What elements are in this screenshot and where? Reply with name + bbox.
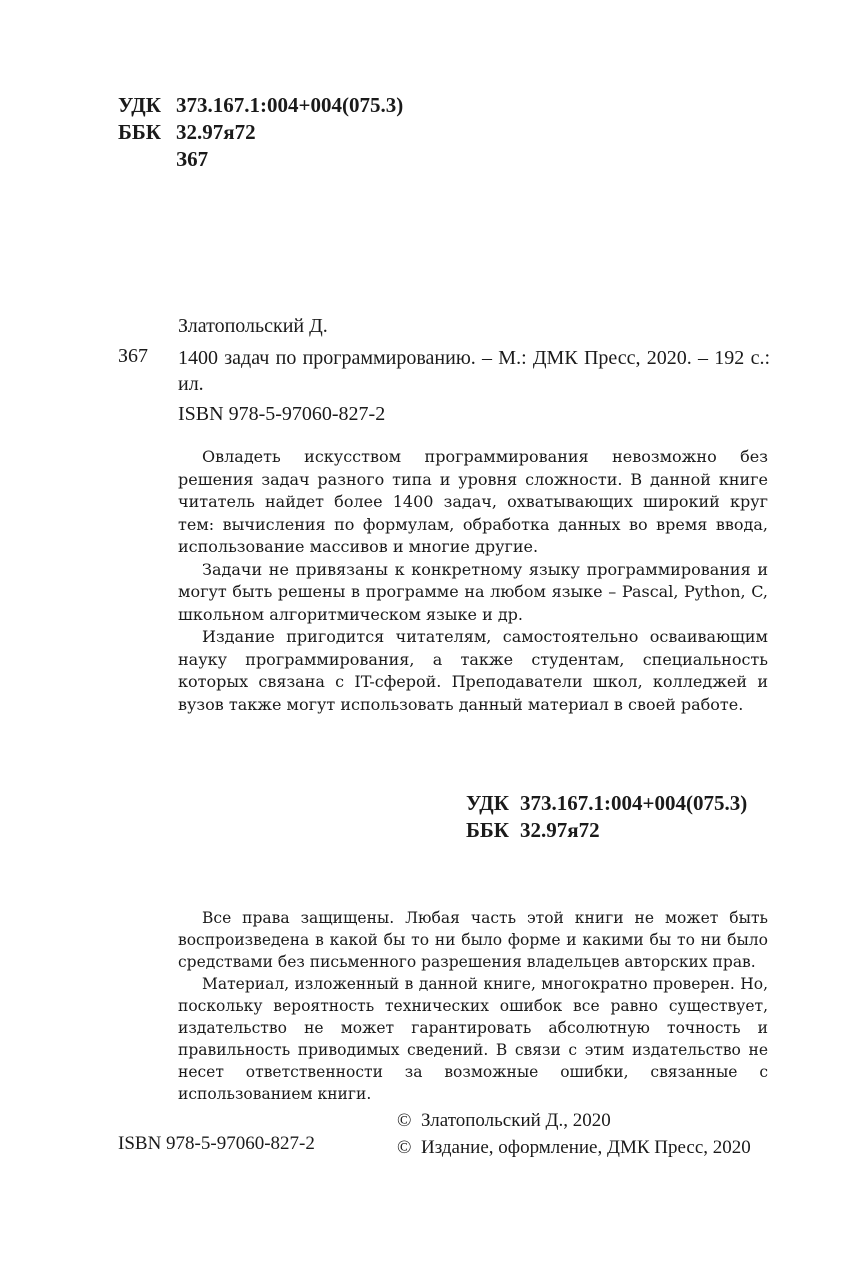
classification-block-top — [118, 92, 403, 173]
copyright-publisher: Издание, оформление, ДМК Пресс, 2020 — [421, 1137, 751, 1158]
annotation-paragraph: Задачи не привязаны к конкретному языку программирования и могут быть решены в программе на любом языке – Pascal, Python, C, школьном алгоритмическом языке и др. — [178, 559, 768, 624]
author-sign-code: З67 — [118, 345, 149, 367]
udk-value: 373.167.1:004+004(075.3) — [176, 93, 404, 117]
copyright-author-line — [397, 1107, 751, 1134]
author-name: Златопольский Д. — [178, 315, 328, 337]
bbk-row — [466, 817, 747, 844]
isbn-footer: ISBN 978-5-97060-827-2 — [118, 1133, 315, 1154]
annotation-paragraph: Овладеть искусством программирования невозможно без решения задач разного типа и уровня сложности. В данной книге читатель найдет более 1400 задач, охватывающих широкий круг тем: вычисления по формулам, обработка данных во время ввода, использование массивов и многие другие. — [178, 447, 768, 556]
udk-row — [466, 790, 747, 817]
bbk-value: 32.97я72 — [176, 120, 256, 144]
udk-label: УДК — [118, 93, 161, 117]
book-title-record: 1400 задач по программированию. – М.: ДМК Пресс, 2020. – 192 с.: ил. — [178, 347, 770, 395]
author-sign: З67 — [176, 147, 209, 171]
rights-paragraph: Материал, изложенный в данной книге, многократно проверен. Но, поскольку вероятность технических ошибок все равно существует, издательство не может гарантировать абсолютную точность и правильность приводимых сведений. В связи с этим издательство не несет ответственности за возможные ошибки, связанные с использованием книги. — [178, 975, 768, 1103]
classification-block-bottom — [466, 790, 747, 844]
bbk-row — [118, 119, 403, 146]
copyright-author: Златопольский Д., 2020 — [421, 1110, 611, 1131]
author-sign-row — [118, 146, 403, 173]
rights-notice — [178, 907, 768, 1105]
bbk-label: ББК — [118, 120, 161, 144]
bbk-value: 32.97я72 — [520, 818, 600, 842]
udk-label: УДК — [466, 791, 509, 815]
copyright-block — [397, 1107, 751, 1161]
bbk-label: ББК — [466, 818, 509, 842]
udk-value: 373.167.1:004+004(075.3) — [520, 791, 748, 815]
copyright-icon: © — [397, 1110, 412, 1131]
annotation — [178, 446, 768, 716]
udk-row — [118, 92, 403, 119]
isbn-record: ISBN 978-5-97060-827-2 — [178, 403, 386, 425]
annotation-paragraph: Издание пригодится читателям, самостоятельно осваивающим науку программирования, а также студентам, специальность которых связана с IT-сферой. Преподаватели школ, колледжей и вузов также могут использовать данный материал в своей работе. — [178, 627, 768, 714]
copyright-publisher-line — [397, 1134, 751, 1161]
copyright-icon: © — [397, 1137, 412, 1158]
rights-paragraph: Все права защищены. Любая часть этой книги не может быть воспроизведена в какой бы то ни было форме и какими бы то ни было средствами без письменного разрешения владельцев авторских прав. — [178, 909, 768, 971]
